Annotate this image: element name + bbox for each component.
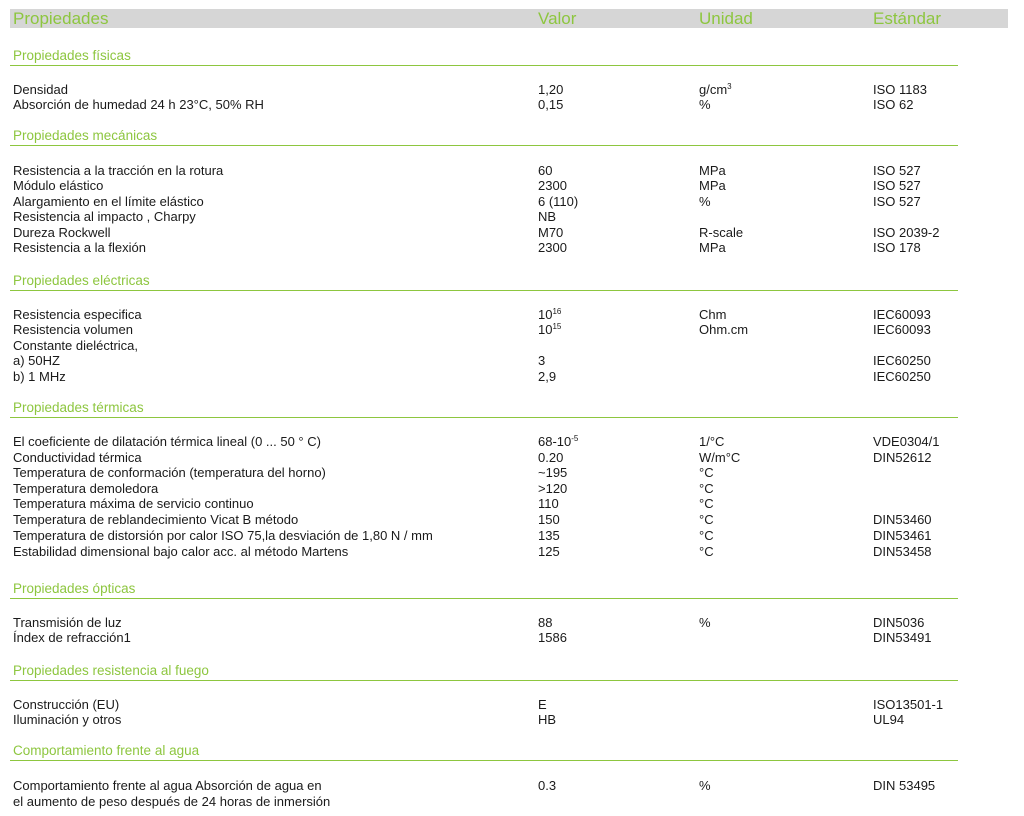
table-row xyxy=(0,338,1024,353)
value-text: M70 xyxy=(538,225,564,240)
unit-text: % xyxy=(699,778,711,793)
table-row xyxy=(0,496,1024,511)
property-unit xyxy=(699,544,714,559)
property-name: Temperatura máxima de servicio continuo xyxy=(13,496,254,511)
section-title: Comportamiento frente al agua xyxy=(13,743,200,758)
value-text: 135 xyxy=(538,528,560,543)
section-title: Propiedades físicas xyxy=(13,48,131,63)
property-unit xyxy=(699,322,748,337)
unit-text: MPa xyxy=(699,178,726,193)
property-standard: ISO 178 xyxy=(873,240,921,255)
property-value xyxy=(538,353,545,368)
property-standard: DIN53458 xyxy=(873,544,932,559)
property-name: Estabilidad dimensional bajo calor acc. al método Martens xyxy=(13,544,349,559)
property-name: Constante dieléctrica, xyxy=(13,338,139,353)
section-termicas xyxy=(10,398,958,418)
property-name: Temperatura de distorsión por calor ISO 75,la desviación de 1,80 N / mm xyxy=(13,528,433,543)
property-standard: DIN52612 xyxy=(873,450,932,465)
property-name: Temperatura de conformación (temperatura del horno) xyxy=(13,465,326,480)
value-text: 2,9 xyxy=(538,369,557,384)
value-text: HB xyxy=(538,712,557,727)
unit-text: Chm xyxy=(699,307,727,322)
table-row xyxy=(0,434,1024,449)
property-unit xyxy=(699,97,711,112)
table-row xyxy=(0,528,1024,543)
section-title: Propiedades térmicas xyxy=(13,400,144,415)
table-row xyxy=(0,353,1024,368)
property-name: Conductividad térmica xyxy=(13,450,142,465)
value-exponent: -5 xyxy=(571,434,579,443)
property-standard: DIN 53495 xyxy=(873,778,936,793)
property-standard: ISO 527 xyxy=(873,163,921,178)
property-value xyxy=(538,496,559,511)
property-value xyxy=(538,481,567,496)
value-text: 10 xyxy=(538,322,553,337)
property-unit xyxy=(699,225,743,240)
value-text: 150 xyxy=(538,512,560,527)
value-text: 1586 xyxy=(538,630,567,645)
unit-text: °C xyxy=(699,496,714,511)
value-exponent: 16 xyxy=(552,307,562,316)
property-standard: IEC60250 xyxy=(873,369,931,384)
property-standard: IEC60093 xyxy=(873,322,931,337)
table-row xyxy=(0,615,1024,630)
property-name: Dureza Rockwell xyxy=(13,225,111,240)
property-value xyxy=(538,82,563,97)
property-value xyxy=(538,97,563,112)
property-value xyxy=(538,512,560,527)
table-row xyxy=(0,512,1024,527)
unit-text: °C xyxy=(699,465,714,480)
property-name: Módulo elástico xyxy=(13,178,104,193)
unit-text: MPa xyxy=(699,163,726,178)
table-row xyxy=(0,778,1024,793)
table-row xyxy=(0,697,1024,712)
property-name: Índex de refracción1 xyxy=(13,630,131,645)
unit-text: R-scale xyxy=(699,225,744,240)
value-exponent: 15 xyxy=(552,322,562,331)
unit-text: °C xyxy=(699,528,714,543)
table-row xyxy=(0,481,1024,496)
section-title: Propiedades mecánicas xyxy=(13,128,158,143)
property-unit xyxy=(699,163,726,178)
property-unit xyxy=(699,450,740,465)
property-name: El coeficiente de dilatación térmica lineal (0 ... 50 ° C) xyxy=(13,434,321,449)
property-unit xyxy=(699,778,711,793)
table-row xyxy=(0,163,1024,178)
property-value xyxy=(538,615,552,630)
property-standard: ISO 62 xyxy=(873,97,914,112)
property-unit xyxy=(699,240,726,255)
property-name: Transmisión de luz xyxy=(13,615,122,630)
unit-text: 1/°C xyxy=(699,434,725,449)
value-text: 88 xyxy=(538,615,553,630)
value-text: E xyxy=(538,697,547,712)
property-standard: VDE0304/1 xyxy=(873,434,940,449)
property-name: Absorción de humedad 24 h 23°C, 50% RH xyxy=(13,97,264,112)
property-value xyxy=(538,528,560,543)
table-row xyxy=(0,225,1024,240)
property-unit xyxy=(699,496,714,511)
table-row xyxy=(0,712,1024,727)
unit-text: °C xyxy=(699,481,714,496)
property-unit xyxy=(699,434,724,449)
value-text: >120 xyxy=(538,481,568,496)
property-name: Alargamiento en el límite elástico xyxy=(13,194,204,209)
property-unit xyxy=(699,178,726,193)
table-row xyxy=(0,178,1024,193)
property-standard: ISO 527 xyxy=(873,194,921,209)
value-text: 110 xyxy=(538,496,559,511)
section-electricas xyxy=(10,271,958,291)
section-title: Propiedades eléctricas xyxy=(13,273,150,288)
unit-text: MPa xyxy=(699,240,726,255)
property-unit xyxy=(699,465,714,480)
value-text: 0.20 xyxy=(538,450,564,465)
value-text: NB xyxy=(538,209,557,224)
table-row xyxy=(0,630,1024,645)
property-value xyxy=(538,209,556,224)
value-text: 125 xyxy=(538,544,560,559)
header-property: Propiedades xyxy=(13,9,109,28)
property-unit xyxy=(699,615,711,630)
section-agua xyxy=(10,741,958,761)
unit-text: °C xyxy=(699,544,714,559)
unit-text: g/cm xyxy=(699,82,728,97)
property-name: Temperatura demoledora xyxy=(13,481,159,496)
property-value xyxy=(538,194,578,209)
unit-text: % xyxy=(699,615,711,630)
property-value xyxy=(538,712,556,727)
property-unit xyxy=(699,82,732,97)
table-row xyxy=(0,307,1024,322)
value-text: 3 xyxy=(538,353,546,368)
property-unit xyxy=(699,481,714,496)
property-name: Iluminación y otros xyxy=(13,712,122,727)
table-header xyxy=(10,9,1008,28)
header-unit: Unidad xyxy=(699,9,753,28)
unit-text: % xyxy=(699,97,711,112)
value-text: 0.3 xyxy=(538,778,557,793)
property-unit xyxy=(699,307,726,322)
value-text: 6 (110) xyxy=(538,194,579,209)
table-row xyxy=(0,240,1024,255)
property-standard: ISO13501-1 xyxy=(873,697,944,712)
property-standard: ISO 1183 xyxy=(873,82,927,97)
unit-text: % xyxy=(699,194,711,209)
property-name: Temperatura de reblandecimiento Vicat B método xyxy=(13,512,299,527)
table-row xyxy=(0,322,1024,337)
value-text: 1,20 xyxy=(538,82,564,97)
property-standard: DIN5036 xyxy=(873,615,925,630)
property-standard: DIN53461 xyxy=(873,528,932,543)
table-row xyxy=(0,209,1024,224)
property-value xyxy=(538,434,578,449)
value-text: 0,15 xyxy=(538,97,564,112)
table-row xyxy=(0,465,1024,480)
property-value xyxy=(538,225,563,240)
value-text: 60 xyxy=(538,163,553,178)
property-standard: DIN53460 xyxy=(873,512,932,527)
table-row xyxy=(0,82,1024,97)
property-name: Resistencia a la tracción en la rotura xyxy=(13,163,224,178)
property-value xyxy=(538,240,567,255)
property-unit xyxy=(699,194,711,209)
property-value xyxy=(538,369,556,384)
property-standard: ISO 2039-2 xyxy=(873,225,940,240)
property-value xyxy=(538,307,561,322)
header-standard: Estándar xyxy=(873,9,942,28)
property-name: Resistencia volumen xyxy=(13,322,133,337)
table-row xyxy=(0,544,1024,559)
property-standard: IEC60250 xyxy=(873,353,931,368)
property-name: Densidad xyxy=(13,82,68,97)
property-name: a) 50HZ xyxy=(13,353,60,368)
value-text: 10 xyxy=(538,307,553,322)
section-mecanicas xyxy=(10,126,958,146)
property-standard: ISO 527 xyxy=(873,178,921,193)
unit-text: W/m°C xyxy=(699,450,741,465)
property-value xyxy=(538,450,563,465)
property-unit xyxy=(699,528,714,543)
property-name: Resistencia a la flexión xyxy=(13,240,146,255)
property-name: Comportamiento frente al agua Absorción de agua en xyxy=(13,778,322,793)
section-fisicas xyxy=(10,46,958,66)
property-name-continued: el aumento de peso después de 24 horas de inmersión xyxy=(13,794,331,809)
property-unit xyxy=(699,512,714,527)
property-standard: IEC60093 xyxy=(873,307,931,322)
unit-text: Ohm.cm xyxy=(699,322,749,337)
value-text: 68-10 xyxy=(538,434,572,449)
property-value xyxy=(538,544,560,559)
table-row xyxy=(0,194,1024,209)
section-title: Propiedades ópticas xyxy=(13,581,136,596)
property-value xyxy=(538,697,547,712)
unit-exponent: 3 xyxy=(727,82,732,91)
value-text: 2300 xyxy=(538,240,567,255)
table-row xyxy=(0,450,1024,465)
value-text: ~195 xyxy=(538,465,568,480)
table-row-continuation xyxy=(0,794,1024,809)
property-name: Resistencia especifica xyxy=(13,307,142,322)
property-name: b) 1 MHz xyxy=(13,369,66,384)
header-value: Valor xyxy=(538,9,577,28)
property-value xyxy=(538,778,556,793)
section-fuego xyxy=(10,661,958,681)
property-standard: UL94 xyxy=(873,712,905,727)
property-value xyxy=(538,178,567,193)
table-row xyxy=(0,97,1024,112)
property-value xyxy=(538,465,567,480)
property-value xyxy=(538,322,561,337)
property-name: Resistencia al impacto , Charpy xyxy=(13,209,196,224)
property-value xyxy=(538,630,567,645)
value-text: 2300 xyxy=(538,178,567,193)
property-name: Construcción (EU) xyxy=(13,697,120,712)
unit-text: °C xyxy=(699,512,714,527)
section-title: Propiedades resistencia al fuego xyxy=(13,663,209,678)
section-opticas xyxy=(10,579,958,599)
property-standard: DIN53491 xyxy=(873,630,932,645)
table-row xyxy=(0,369,1024,384)
property-value xyxy=(538,163,552,178)
